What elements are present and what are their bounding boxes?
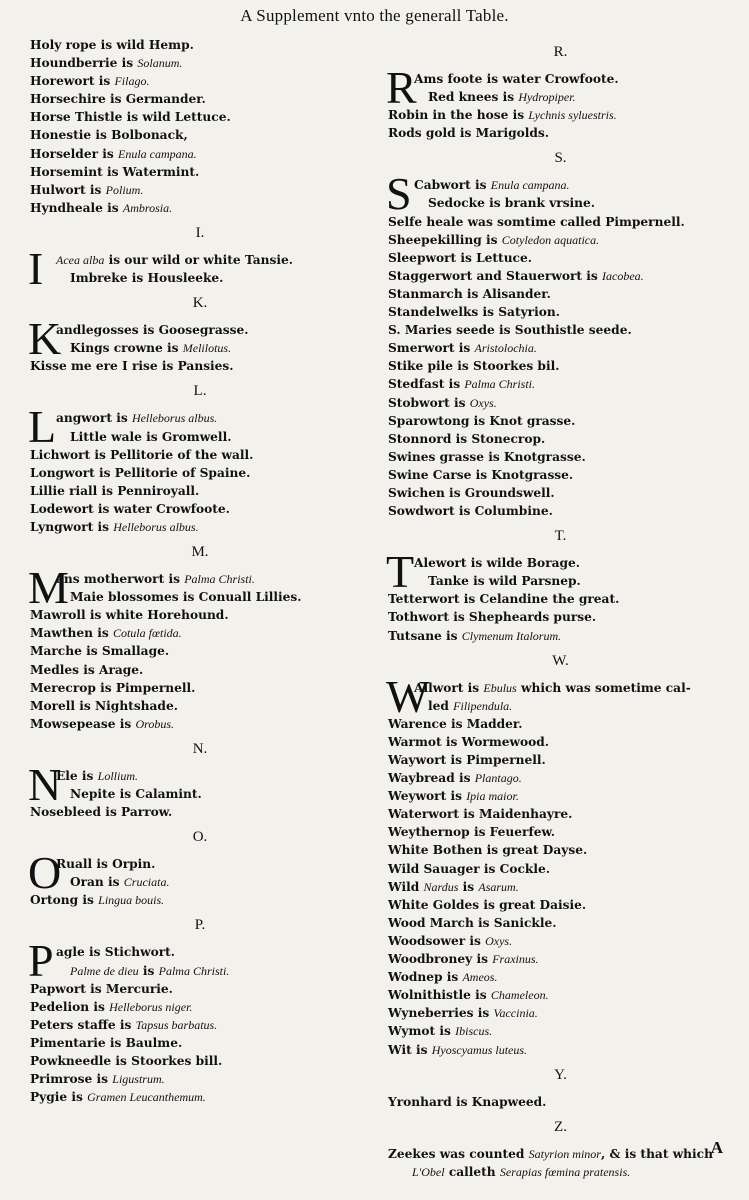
latin-name: Hyoscyamus luteus. [431,1042,528,1057]
entry-text: Lyngwort is [30,519,114,534]
entry-line [388,249,733,267]
entry-line [30,803,370,821]
entry-line [30,1088,370,1106]
latin-name: Hydropiper. [518,90,576,105]
drop-cap: R [386,62,417,113]
entry-line [388,484,733,502]
entry-text: Mawthen is [30,626,113,641]
entry-text: Lillie riall is Penniroyall. [30,483,200,498]
latin-name: Plantago. [474,771,522,786]
entry-text: Staggerwort and Stauerwort is [388,268,602,283]
entry-line [56,873,370,891]
latin-name: Helleborus albus. [113,519,199,534]
drop-cap: M [28,562,69,614]
entry-line [388,1004,733,1022]
entry-line [388,841,733,859]
entry-line [388,733,733,751]
entry-text: Hyndheale is [30,200,123,215]
entry-text: Wood March is Sanickle. [388,915,557,930]
entry-text: Horsechire is Germander. [30,92,206,107]
right-column [388,36,733,1181]
entry-text: Tothwort is Shepheards purse. [388,610,597,625]
entry-text: Maie blossomes is Conuall Lillies. [70,590,302,605]
entry-text: Ortong is [30,893,99,908]
entry-text: Sedocke is brank vrsine. [428,196,596,211]
entry-line [56,943,370,961]
entry-text: Waterwort is Maidenhayre. [388,807,573,822]
entry-line [388,124,733,142]
section-letter: L. [193,383,207,400]
entry-line [56,321,370,339]
entry-line [56,962,370,980]
entry-text: Wymot is [388,1024,456,1039]
entry-line [388,805,733,823]
entry-line [56,570,370,588]
entry-text: Sparowtong is Knot grasse. [388,413,576,428]
latin-name: Clymenum Italorum. [461,628,562,643]
latin-name: Helleborus niger. [109,999,193,1014]
entry-line [30,1016,370,1034]
entry-line [30,90,370,108]
entry-line [388,466,733,484]
entry-text: Woodsower is [388,933,486,948]
entry-text: Woodbroney is [388,952,493,967]
entry-text: Ele is [56,768,98,783]
entry-line [30,679,370,697]
entry-line [388,823,733,841]
entry-line [414,697,733,715]
latin-name: Ipia maior. [466,789,519,804]
entry-line [56,767,370,785]
entry-line [30,1034,370,1052]
entry-text: Ruall is Orpin. [56,857,156,872]
entry-line [30,998,370,1016]
latin-name: Serapias fœmina pratensis. [499,1164,631,1179]
drop-cap: O [28,847,62,899]
section-first-entry [386,168,733,220]
section-letter: Z. [554,1118,567,1135]
entry-line [388,986,733,1004]
latin-name: Ligustrum. [112,1072,165,1087]
entry-text: Nosebleed is Parrow. [30,805,173,820]
entry-line [30,697,370,715]
drop-cap: I [28,242,44,294]
entry-text: is our wild or white Tansie. [104,252,294,267]
entry-text: Horsemint is Watermint. [30,164,200,179]
entry-text: Medles is Arage. [30,662,144,677]
entry-text: Stonnord is Stonecrop. [388,431,546,446]
entry-text: Houndberrie is [30,56,138,71]
entry-text: Standelwelks is Satyrion. [388,305,560,320]
section-first-entry [28,242,370,294]
entry-line [30,181,370,199]
entry-line [30,108,370,126]
entry-text: Oran is [70,875,124,890]
entry-line [388,1093,733,1111]
entry-text: Alewort is wilde Borage. [414,556,581,571]
latin-name: L'Obel [412,1164,445,1179]
entry-line [30,446,370,464]
latin-name: Lingua bouis. [98,893,165,908]
latin-name: Iacobea. [602,268,644,283]
entry-text: Weythernop is Feuerfew. [388,825,555,840]
entry-text: Allwort is [414,680,484,695]
latin-name: Tapsus barbatus. [135,1017,218,1032]
left-column [30,36,370,1106]
latin-name: Lollium. [97,768,138,783]
entry-line [388,1022,733,1040]
entry-text: Swichen is Groundswell. [388,485,555,500]
entry-text: Warence is Madder. [388,716,523,731]
entry-text: Longwort is Pellitorie of Spaine. [30,465,251,480]
entry-line [388,627,733,645]
entry-line [30,54,370,72]
entry-text: is [138,963,159,978]
drop-cap: L [28,401,57,453]
latin-name: Cotula fœtida. [112,626,182,641]
entry-text: White Goldes is great Daisie. [388,897,587,912]
latin-name: Asarum. [478,879,519,894]
section-letter: P. [194,917,206,934]
entry-text: Wild [388,879,424,894]
section-letter: M. [191,544,209,561]
latin-name: Enula campana. [490,178,570,193]
entry-text: andlegosses is Goosegrasse. [56,323,249,338]
section-first-entry [28,562,370,614]
entry-line [30,199,370,217]
drop-cap: S [386,168,412,220]
entry-line [56,339,370,357]
section-letter: S. [554,150,567,167]
entry-text: Rods gold is Marigolds. [388,126,550,141]
entry-text: Imbreke is Housleeke. [70,271,224,286]
entry-line [388,303,733,321]
entry-line [414,554,733,572]
entry-line [388,860,733,878]
drop-cap: T [386,546,415,598]
entry-text: Ams foote is water Crowfoote. [414,72,619,86]
entry-line [388,968,733,986]
entry-text: Wild Sauager is Cockle. [388,861,550,876]
entry-line [56,428,370,446]
entry-line [30,36,370,54]
entry-line [414,88,733,106]
section-first-entry [386,670,733,722]
entry-line [388,357,733,375]
entry-text: S. Maries seede is Southistle seede. [388,323,632,338]
entry-text: Sleepwort is Lettuce. [388,250,532,265]
section-first-entry [28,758,370,810]
entry-line [388,502,733,520]
entry-line [414,679,733,697]
latin-name: Oxys. [469,395,497,410]
entry-text: Morell is Nightshade. [30,698,178,713]
entry-line [414,194,733,212]
signature-mark: A [710,1138,723,1157]
entry-text: Waybread is [388,771,475,786]
entry-text: Powkneedle is Stoorkes bill. [30,1054,223,1069]
entry-text: White Bothen is great Dayse. [388,843,588,858]
entry-line [30,500,370,518]
section-first-entry [28,935,370,987]
section-letter: N. [192,740,208,757]
entry-text: Peters staffe is [30,1017,136,1032]
latin-name: Nardus [423,879,459,894]
entry-text: Swines grasse is Knotgrasse. [388,449,586,464]
entry-text: Mawroll is white Horehound. [30,608,229,623]
entry-line [30,464,370,482]
latin-name: Filago. [114,74,150,89]
section-letter: Y. [554,1066,567,1083]
section-letter: I. [195,224,205,241]
entry-text: Stobwort is [388,395,470,410]
entry-line [30,1070,370,1088]
entry-line [388,430,733,448]
entry-line [30,715,370,733]
entry-line [388,896,733,914]
entry-text: Wolnithistle is [388,988,491,1003]
entry-text: Tetterwort is Celandine the great. [388,592,620,607]
entry-text: Stedfast is [388,377,465,392]
entry-line [388,590,733,608]
entry-line [30,891,370,909]
entry-line [30,163,370,181]
entry-line [388,1041,733,1059]
entry-text: Honestie is Bolbonack, [30,128,188,143]
entry-text: Sheepekilling is [388,232,502,247]
section-first-entry [28,401,370,453]
entry-text: Kings crowne is [70,341,183,356]
section-letter: W. [552,652,569,669]
entry-line [388,751,733,769]
entry-line [414,176,733,194]
entry-text: Sowdwort is Columbine. [388,504,553,519]
entry-text: Tanke is wild Parsnep. [428,574,581,589]
entry-text: Holy rope is wild Hemp. [30,38,194,52]
entry-text: is [458,879,479,894]
entry-text: Weywort is [388,789,467,804]
latin-name: Ambrosia. [122,200,173,215]
latin-name: Oxys. [485,933,513,948]
entry-text: Tutsane is [388,628,462,643]
drop-cap: P [28,935,54,987]
entry-text: Nepite is Calamint. [70,787,202,801]
entry-text: Wodnep is [388,970,463,985]
entry-text: led [428,698,454,713]
section-letter: T. [554,528,567,545]
entry-line [388,769,733,787]
section-letter: R. [553,44,568,60]
entry-line [30,145,370,163]
entry-text: Zeekes was counted [388,1146,529,1161]
entry-text: Swine Carse is Knotgrasse. [388,467,574,482]
entry-text: Lodewort is water Crowfoote. [30,501,230,516]
entry-text: Mowsepease is [30,716,136,731]
entry-line [388,914,733,932]
entry-line [414,70,733,88]
latin-name: Cruciata. [123,875,170,890]
entry-line [30,518,370,536]
entry-text: Primrose is [30,1072,113,1087]
entry-line [56,855,370,873]
entry-text: Robin in the hose is [388,108,529,123]
latin-name: Palma Christi. [464,377,536,392]
section-first-entry [28,847,370,899]
entry-line [30,482,370,500]
entry-text: Warmot is Wormewood. [388,734,549,749]
entry-text: Horselder is [30,146,118,161]
entry-text: which was sometime cal- [516,680,691,695]
entry-line [388,950,733,968]
entry-text: , & is that which [600,1146,713,1161]
entry-line [56,588,370,606]
entry-text: Lichwort is Pellitorie of the wall. [30,447,254,462]
entry-line [30,72,370,90]
entry-line [388,375,733,393]
latin-name: Satyrion minor [528,1146,601,1161]
entry-text: Kisse me ere I rise is Pansies. [30,359,234,374]
entry-text: Waywort is Pimpernell. [388,753,546,767]
latin-name: Chameleon. [490,988,549,1003]
latin-name: Ameos. [462,970,498,985]
entry-line [388,1163,733,1181]
entry-line [56,251,370,269]
latin-name: Palme de dieu [70,963,139,978]
drop-cap: K [28,313,62,365]
section-first-entry [386,546,733,598]
entry-line [30,661,370,679]
entry-line [388,932,733,950]
latin-name: Polium. [105,182,144,197]
entry-line [388,267,733,285]
entry-line [388,787,733,805]
entry-text: Hulwort is [30,182,106,197]
latin-name: Acea alba [56,252,105,267]
latin-name: Melilotus. [182,341,232,356]
entry-text: angwort is [56,411,132,426]
latin-name: Orobus. [135,716,175,731]
latin-name: Enula campana. [118,146,197,161]
entry-text: Stanmarch is Alisander. [388,286,551,301]
entry-text: Horewort is [30,74,115,89]
entry-line [388,448,733,466]
entry-line [414,572,733,590]
entry-line [30,606,370,624]
entry-text: Pimentarie is Baulme. [30,1035,183,1050]
page-title: A Supplement vnto the generall Table. [240,6,509,25]
entry-line [388,321,733,339]
latin-name: Palma Christi. [158,963,230,978]
latin-name: Lychnis syluestris. [528,108,617,123]
entry-line [56,269,370,287]
entry-line [388,339,733,357]
entry-line [30,126,370,144]
drop-cap: N [28,758,62,810]
entry-text: agle is Stichwort. [56,945,176,960]
entry-text: Wit is [388,1042,432,1057]
latin-name: Ebulus [483,680,517,695]
latin-name: Helleborus albus. [131,411,218,426]
section-letter: K. [192,295,208,312]
latin-name: Fraxinus. [492,952,539,967]
section-letter: O. [192,829,208,846]
entry-text: Marche is Smallage. [30,644,170,659]
entry-line [388,1145,733,1163]
entry-line [388,878,733,896]
entry-line [388,394,733,412]
section-first-entry [28,313,370,365]
entry-text: Red knees is [428,90,519,105]
entry-text: Stike pile is Stoorkes bil. [388,359,560,374]
entry-text: Merecrop is Pimpernell. [30,680,196,695]
entry-text: Pygie is [30,1090,88,1105]
entry-line [30,624,370,642]
latin-name: Filipendula. [453,698,513,713]
entry-text: ans motherwort is [56,572,185,587]
section-first-entry [386,62,733,113]
latin-name: Cotyledon aquatica. [501,232,600,247]
entry-text: Yronhard is Knapweed. [388,1094,547,1109]
entry-line [388,213,733,231]
latin-name: Aristolochia. [474,341,537,356]
entry-line [388,412,733,430]
entry-line [388,106,733,124]
entry-line [30,1052,370,1070]
drop-cap: W [386,670,430,722]
entry-text: Smerwort is [388,341,475,356]
entry-text: Papwort is Mercurie. [30,981,173,996]
latin-name: Ibiscus. [455,1024,493,1039]
latin-name: Solanum. [137,56,183,71]
latin-name: Gramen Leucanthemum. [87,1090,206,1105]
entry-line [30,642,370,660]
latin-name: Vaccinia. [493,1006,538,1021]
entry-line [388,608,733,626]
entry-line [56,785,370,803]
entry-line [388,285,733,303]
entry-text: Pedelion is [30,999,110,1014]
entry-line [30,980,370,998]
entry-text: Wyneberries is [388,1006,494,1021]
entry-text: Little wale is Gromwell. [70,429,232,444]
entry-line [56,409,370,427]
entry-text: Cabwort is [414,178,491,193]
latin-name: Palma Christi. [184,572,255,587]
entry-line [388,715,733,733]
entry-text: Selfe heale was somtime called Pimpernell. [388,214,685,229]
entry-line [388,231,733,249]
entry-line [30,357,370,375]
entry-text: calleth [444,1164,500,1179]
entry-text: Horse Thistle is wild Lettuce. [30,110,231,125]
